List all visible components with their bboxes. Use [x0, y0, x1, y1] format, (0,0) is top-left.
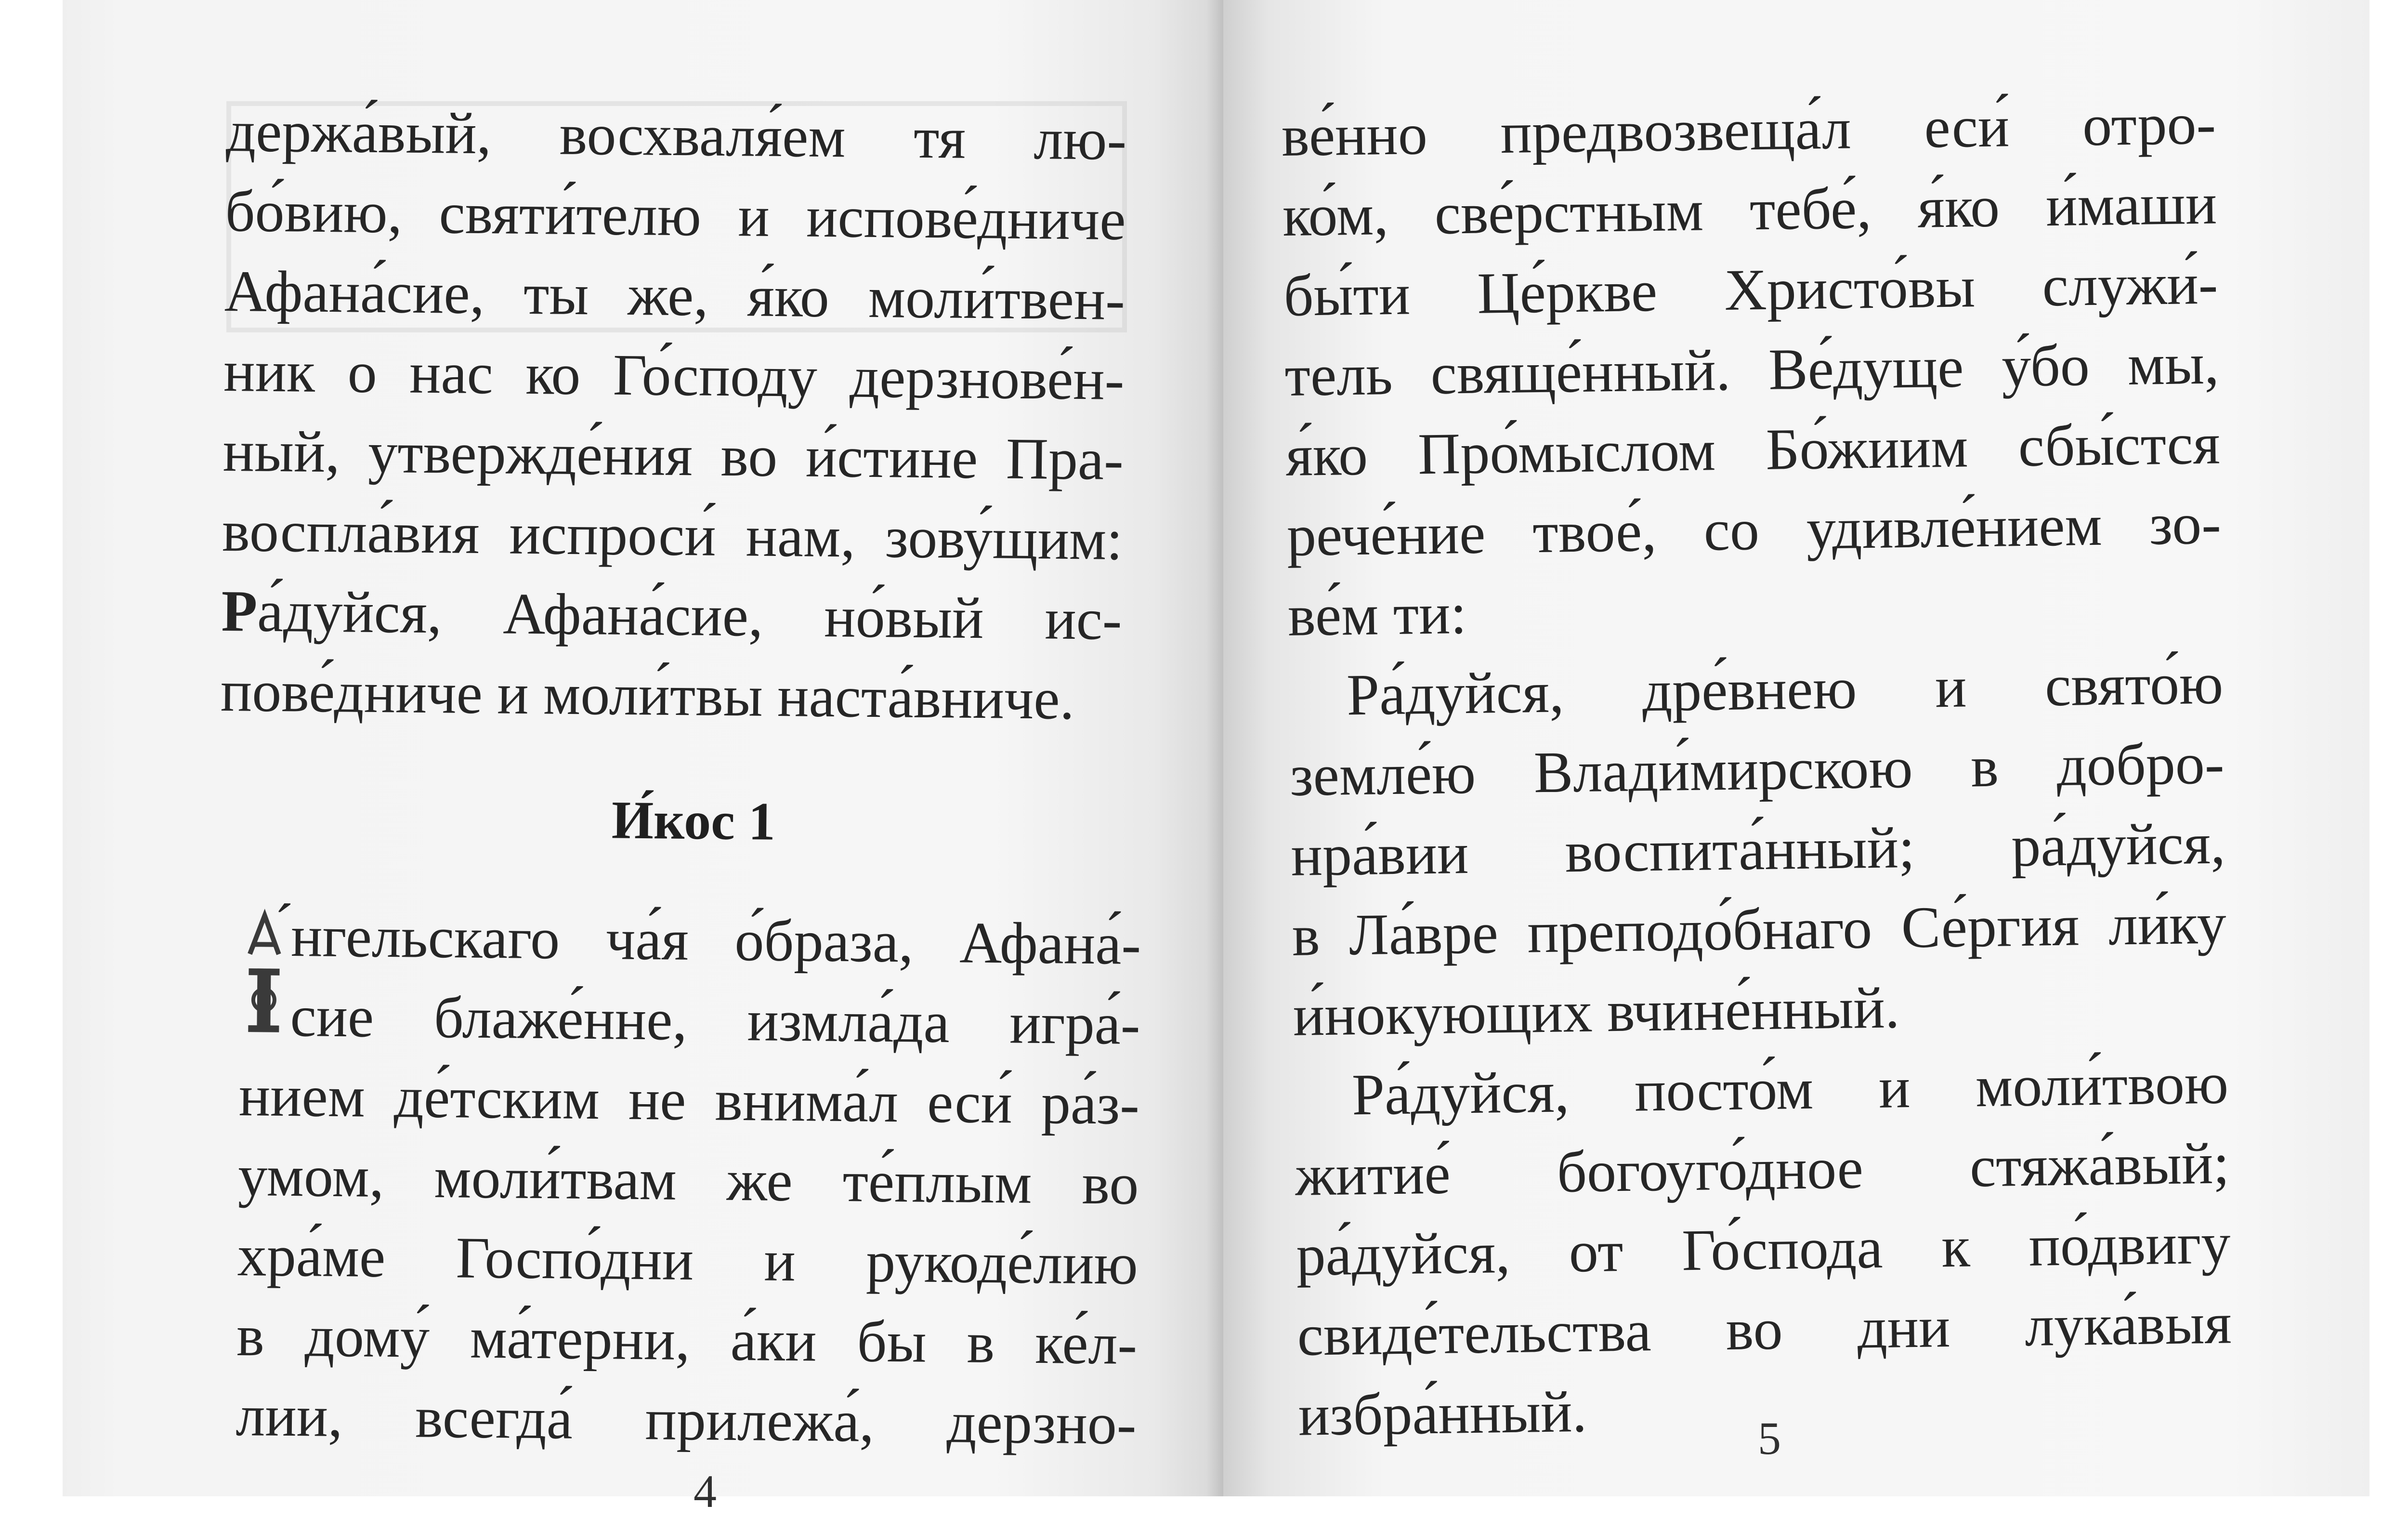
- stanza-line: свиде́тельства во дни лука́выя: [1296, 1291, 2232, 1368]
- text-line: пове́дниче и моли́твы наста́вниче.: [220, 658, 1075, 732]
- text-line: держа́вый, восхваля́ем тя лю-: [225, 98, 1127, 172]
- stanza-line: земле́ю Влади́мирскою в добро-: [1289, 731, 2225, 808]
- text-line: я́ко Про́мыслом Бо́жиим сбы́стся: [1285, 411, 2221, 488]
- stanza-line: в Ла́вре преподо́бнаго Се́ргия ли́ку: [1291, 891, 2227, 968]
- text-line: сие блаже́нне, измла́да игра́-: [289, 983, 1141, 1057]
- text-line: Афана́сие, ты же, я́ко моли́твен-: [224, 258, 1125, 332]
- stanza-line: нра́вии воспита́нный; ра́дуйся,: [1290, 811, 2226, 888]
- text-line: хра́ме Госпо́дни и рукоде́лию: [237, 1223, 1139, 1297]
- text-line: умом, моли́твам же те́плым во: [237, 1143, 1139, 1217]
- text-line: в дому́ ма́терни, а́ки бы в ке́л-: [236, 1303, 1138, 1377]
- text-line: ник о нас ко Го́споду дерзнове́н-: [223, 338, 1125, 412]
- stanza-line: Ра́дуйся, дре́внею и свято́ю: [1346, 651, 2224, 728]
- left-page-paragraph: [220, 92, 1127, 740]
- stanza-line: избра́нный.: [1297, 1379, 1587, 1448]
- page-number-left: 4: [694, 1465, 717, 1517]
- stanza-line: ра́дуйся, от Го́спода к по́двигу: [1296, 1211, 2231, 1288]
- text-line: воспла́вия испроси́ нам, зову́щим:: [222, 498, 1123, 572]
- stanza-line: Ра́дуйся, посто́м и моли́твою: [1351, 1051, 2229, 1128]
- ikos-paragraph: [236, 896, 1141, 1465]
- right-page-paragraph: [1281, 84, 2233, 1456]
- page-number-right: 5: [1758, 1412, 1781, 1464]
- page-edge-background: [2369, 0, 2408, 1496]
- stanza-line: и́нокующих вчине́нный.: [1293, 975, 1900, 1048]
- text-line: ный, утвержде́ния во и́стине Пра-: [222, 418, 1124, 492]
- stanza-line: житие́ богоуго́дное стяжа́вый;: [1295, 1131, 2230, 1208]
- ikos-heading: И́кос 1: [611, 790, 776, 852]
- text-line: тель свяще́нный. Ве́дуще у́бо мы,: [1284, 331, 2220, 409]
- refrain-initial: Р: [221, 578, 258, 644]
- refrain-rest: а́дуйся, Афана́сие, но́вый ис-: [257, 579, 1123, 652]
- text-line: бо́вию, святи́телю и испове́дниче: [224, 178, 1126, 252]
- text-line: ве́м ти:: [1287, 581, 1467, 648]
- text-line: лии, всегда́ прилежа́, дерзно-: [235, 1383, 1137, 1457]
- ikos-first-line: ́нгельскаго ча́я о́браза, Афана́-: [290, 904, 1141, 977]
- text-line: бы́ти Це́ркве Христо́вы служи́-: [1283, 251, 2219, 329]
- text-line: ве́нно предвозвеща́л еси́ отро-: [1281, 91, 2216, 169]
- text-line: рече́ние твое́, со удивле́нием зо-: [1286, 491, 2222, 568]
- text-line: нием де́тским не внима́л еси́ ра́з-: [238, 1063, 1140, 1137]
- dropcap-a-icon: [239, 896, 289, 1056]
- refrain-line: [221, 571, 1123, 660]
- text-line: ко́м, све́рстным тебе́, я́ко и́маши: [1282, 171, 2217, 249]
